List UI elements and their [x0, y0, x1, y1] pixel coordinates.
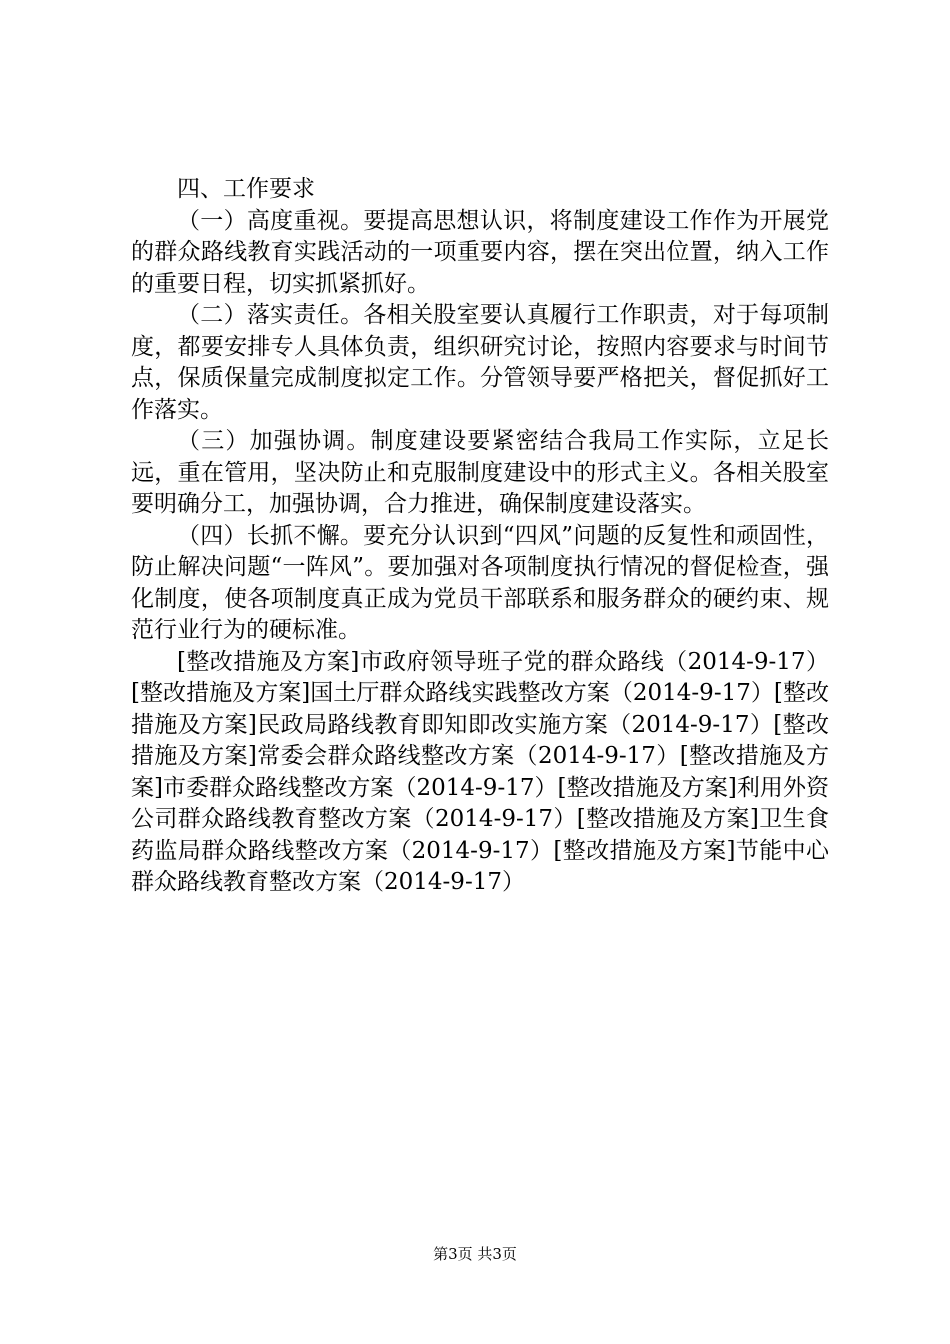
paragraph-high-priority: （一）高度重视。要提高思想认识，将制度建设工作作为开展党的群众路线教育实践活动的一项重要内容，摆在突出位置，纳入工作的重要日程，切实抓紧抓好。 — [131, 207, 829, 297]
paragraph-persistence: （四）长抓不懈。要充分认识到“四风”问题的反复性和顽固性，防止解决问题“一阵风”。要加强对各项制度执行情况的督促检查，强化制度，使各项制度真正成为党员干部联系和服务群众的硬约束、规范行业行为的硬标准。 — [131, 522, 829, 643]
page-footer — [0, 1244, 950, 1264]
section-heading: 四、工作要求 — [177, 176, 315, 202]
paragraph-related-links: [整改措施及方案]市政府领导班子党的群众路线（2014-9-17）[整改措施及方案]国土厅群众路线实践整改方案（2014-9-17）[整改措施及方案]民政局路线教育即知即改实施方案（2014-9-17）[整改措施及方案]常委会群众路线整改方案（2014-9-17）[整改措施及方案]市委群众路线整改方案（2014-9-17）[整改措施及方案]利用外资公司群众路线教育整改方案（2014-9-17）[整改措施及方案]卫生食药监局群众路线整改方案（2014-9-17）[整改措施及方案]节能中心群众路线教育整改方案（2014-9-17） — [131, 648, 829, 895]
page-number: 第3页 共3页 — [433, 1245, 517, 1263]
document-body — [131, 174, 829, 899]
paragraph-coordination: （三）加强协调。制度建设要紧密结合我局工作实际，立足长远，重在管用，坚决防止和克服制度建设中的形式主义。各相关股室要明确分工，加强协调，合力推进，确保制度建设落实。 — [131, 428, 829, 517]
paragraph-responsibility: （二）落实责任。各相关股室要认真履行工作职责，对于每项制度，都要安排专人具体负责，组织研究讨论，按照内容要求与时间节点，保质保量完成制度拟定工作。分管领导要严格把关，督促抓好工作落实。 — [131, 302, 829, 423]
